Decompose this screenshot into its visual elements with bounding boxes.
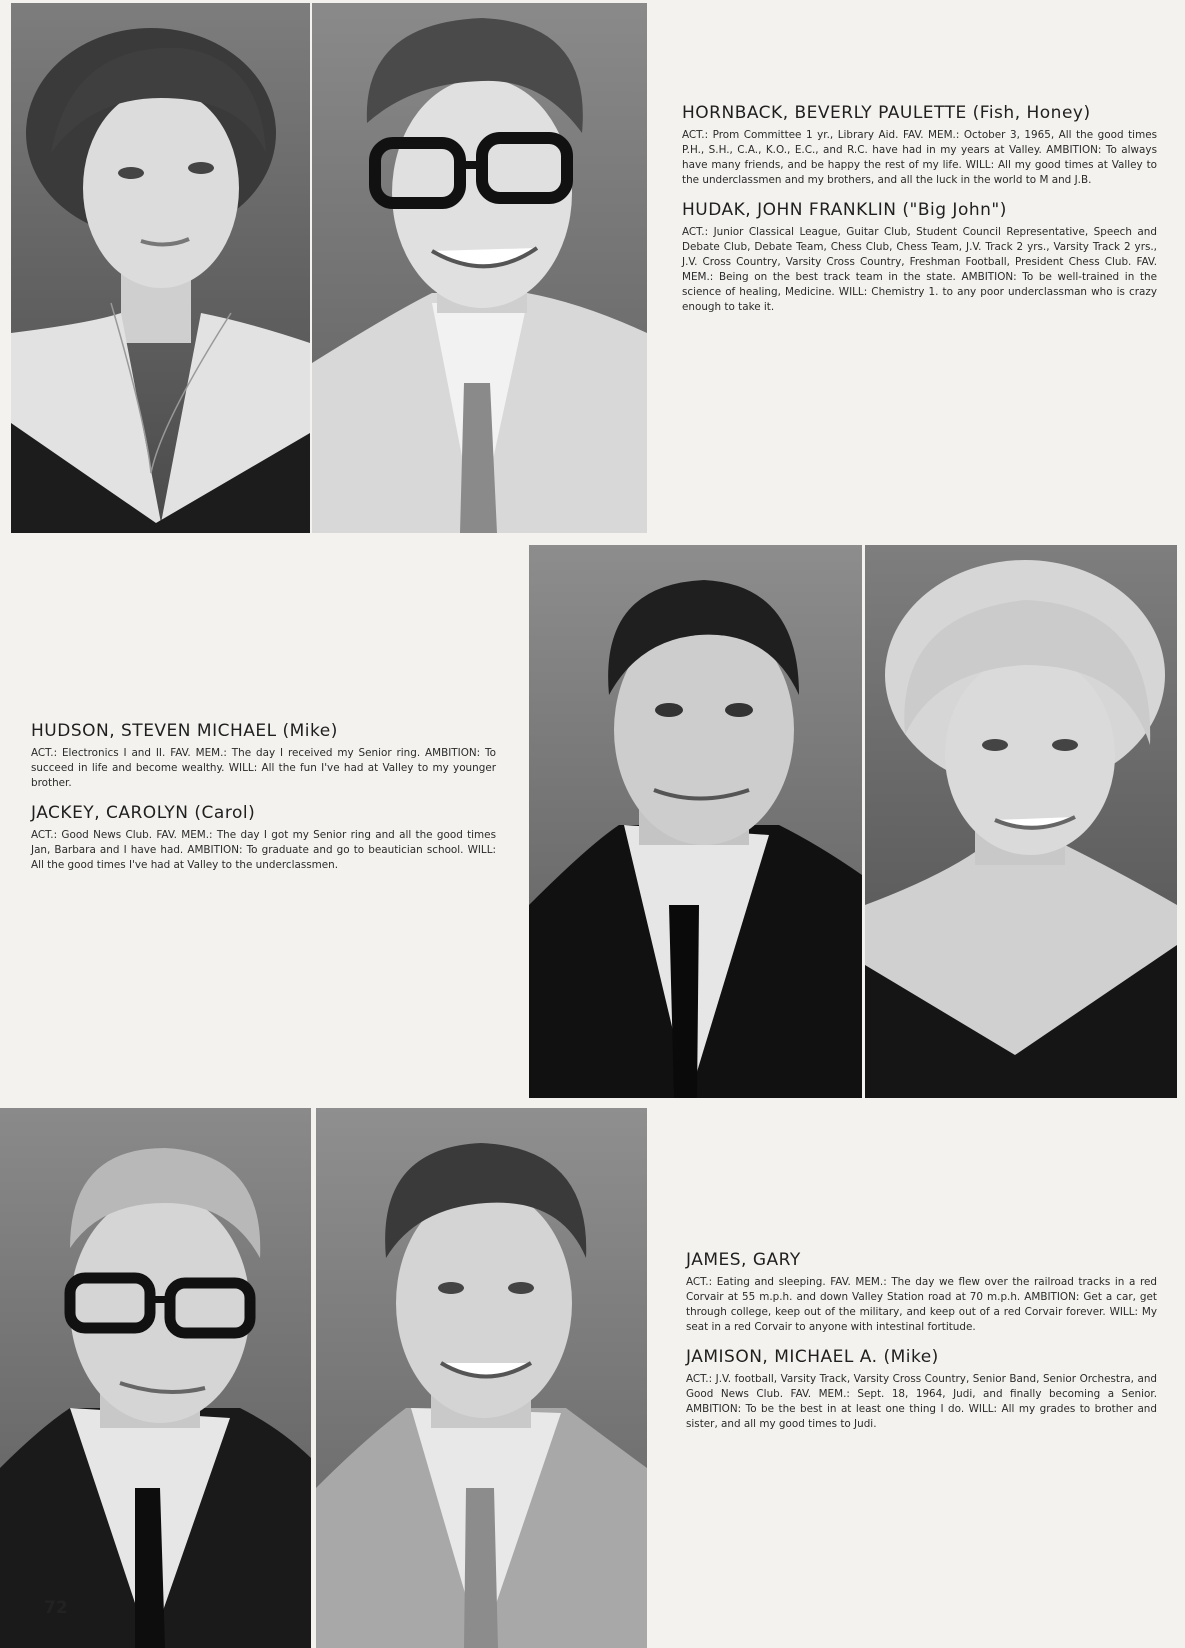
entry-group-bottom: [686, 1250, 1157, 1444]
entry-text: ACT.: Electronics I and II. FAV. MEM.: The day I received my Senior ring. AMBITION: To succeed in life and become wealthy. WILL: All the fun I've had at Valley to my younger brother.: [31, 747, 496, 789]
entry-name: JAMISON, MICHAEL A. (Mike): [686, 1347, 939, 1367]
page-number: 72: [44, 1598, 68, 1618]
entry-text: ACT.: J.V. football, Varsity Track, Varsity Cross Country, Senior Band, Senior Orchestra, and Good News Club. FAV. MEM.: Sept. 18, 1964, Judi, and finally becoming a Senior. AMBITION: To be the best in at least one thing I do. WILL: All my grades to brother and sister, and all my good times to Judi.: [686, 1373, 1157, 1430]
entry-text: ACT.: Good News Club. FAV. MEM.: The day I got my Senior ring and all the good times Jan, Barbara and I have had. AMBITION: To graduate and go to beautician school. WILL: All the good times I've had at Valley to the underclassmen.: [31, 829, 496, 871]
portrait-hudson: [529, 545, 862, 1098]
portrait-jamison: [316, 1108, 647, 1648]
entry-name: JACKEY, CAROLYN (Carol): [31, 803, 256, 823]
entry-text: ACT.: Junior Classical League, Guitar Club, Student Council Representative, Speech and Debate Club, Debate Team, Chess Club, Chess Team, J.V. Track 2 yrs., Varsity Track 2 yrs., J.V. Cross Country, Varsity Cross Country, Freshman Football, President Chess Club. FAV. MEM.: Being on the best track team in the state. AMBITION: To be well-trained in the science of healing, Medicine. WILL: Chemistry 1. to any poor underclassman who is crazy enough to take it.: [682, 226, 1157, 313]
entry-group-middle: [31, 721, 496, 885]
portrait-jackey: [865, 545, 1177, 1098]
portrait-hudak: [312, 3, 647, 533]
portrait-hornback: [11, 3, 310, 533]
entry-text: ACT.: Prom Committee 1 yr., Library Aid. FAV. MEM.: October 3, 1965, All the good times P.H., S.H., C.A., K.O., E.C., and R.C. have had in my years at Valley. AMBITION: To always have many friends, and be happy the rest of my life. WILL: All my good times at Valley to the underclassmen and my brothers, and all the luck in the world to M and J.B.: [682, 129, 1157, 186]
entry-name: JAMES, GARY: [686, 1250, 801, 1270]
entry-name: HUDSON, STEVEN MICHAEL (Mike): [31, 721, 338, 741]
portrait-james: [0, 1108, 311, 1648]
entry-name: HUDAK, JOHN FRANKLIN ("Big John"): [682, 200, 1007, 220]
entry-name: HORNBACK, BEVERLY PAULETTE (Fish, Honey): [682, 103, 1091, 123]
entry-group-top: [682, 103, 1157, 327]
entry-text: ACT.: Eating and sleeping. FAV. MEM.: The day we flew over the railroad tracks in a red Corvair at 55 m.p.h. and down Valley Station road at 70 m.p.h. AMBITION: Get a car, get through college, keep out of the military, and keep out of a red Corvair forever. WILL: My seat in a red Corvair to anyone with intestinal fortitude.: [686, 1276, 1157, 1333]
